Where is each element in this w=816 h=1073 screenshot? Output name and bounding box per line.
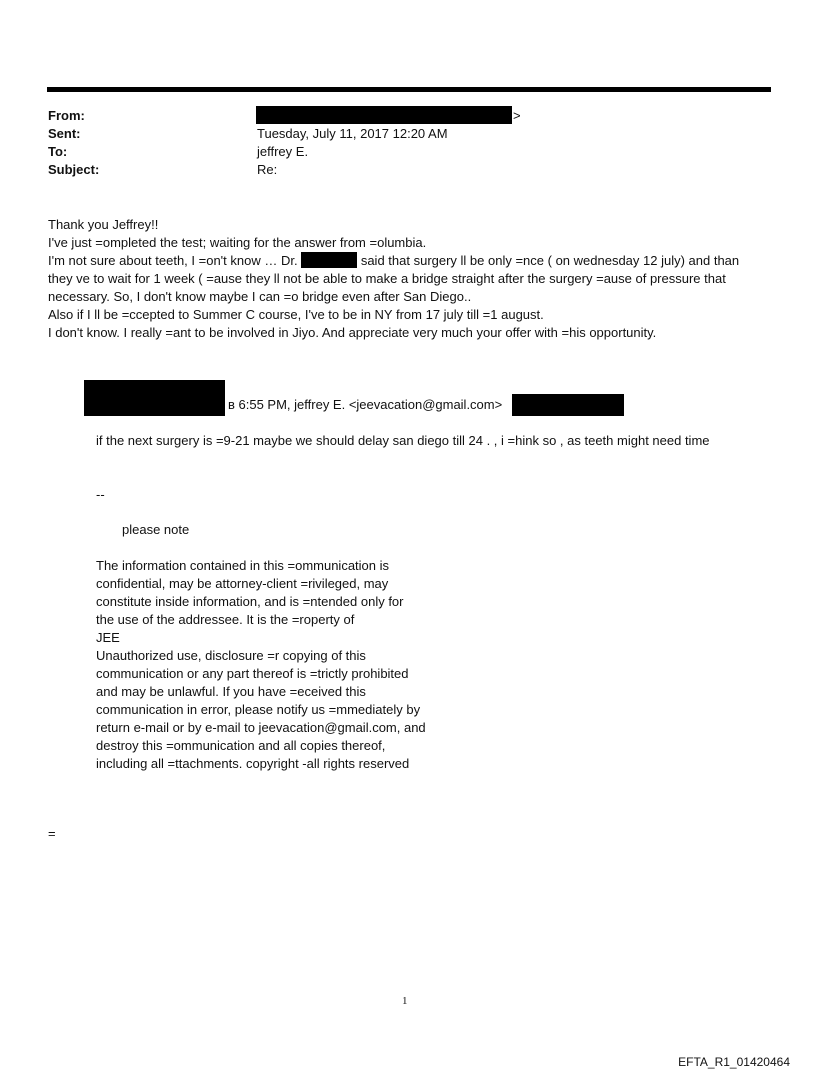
disclaimer-line: constitute inside information, and is =ntended only for bbox=[96, 594, 404, 609]
disclaimer-line: communication in error, please notify us =mmediately by bbox=[96, 702, 421, 717]
disclaimer-line: and may be unlawful. If you have =eceived this bbox=[96, 684, 366, 699]
subject-value: Re: bbox=[257, 162, 278, 177]
redaction-quote-recipient bbox=[512, 394, 624, 416]
body-line-4: they ve to wait for 1 week ( =ause they ll not be able to make a bridge straight after the surgery =ause of pressure that bbox=[48, 271, 726, 286]
to-value: jeffrey E. bbox=[257, 144, 309, 159]
please-note: please note bbox=[122, 522, 190, 537]
to-label: To: bbox=[48, 144, 68, 159]
signature-separator: -- bbox=[96, 487, 105, 502]
disclaimer-line: including all =ttachments. copyright -all rights reserved bbox=[96, 756, 410, 771]
subject-label: Subject: bbox=[48, 162, 100, 177]
sent-label: Sent: bbox=[48, 126, 81, 141]
body-line-3 bbox=[48, 252, 739, 270]
disclaimer-line: Unauthorized use, disclosure =r copying of this bbox=[96, 648, 366, 663]
quote-attribution: в 6:55 PM, jeffrey E. <jeevacation@gmail.com> bbox=[228, 397, 503, 412]
disclaimer-line: confidential, may be attorney-client =rivileged, may bbox=[96, 576, 389, 591]
from-label: From: bbox=[48, 108, 85, 123]
disclaimer-line: communication or any part thereof is =trictly prohibited bbox=[96, 666, 409, 681]
redaction-from bbox=[256, 106, 512, 124]
sent-value: Tuesday, July 11, 2017 12:20 AM bbox=[257, 126, 448, 141]
disclaimer-line: destroy this =ommunication and all copies thereof, bbox=[96, 738, 386, 753]
body-line-3-start: I'm not sure about teeth, I =on't know … Dr. bbox=[48, 253, 298, 268]
redaction-doctor-name bbox=[301, 252, 357, 268]
body-line-5: necessary. So, I don't know maybe I can =o bridge even after San Diego.. bbox=[48, 289, 472, 304]
page-number: 1 bbox=[402, 995, 408, 1007]
quoted-message: if the next surgery is =9-21 maybe we should delay san diego till 24 . , i =hink so , as teeth might need time bbox=[96, 433, 710, 448]
redaction-quote-date bbox=[84, 380, 225, 416]
disclaimer-line: JEE bbox=[96, 630, 120, 645]
body-line-3-end: said that surgery ll be only =nce ( on wednesday 12 july) and than bbox=[360, 253, 740, 268]
disclaimer-line: the use of the addressee. It is the =roperty of bbox=[96, 612, 355, 627]
body-line-1: Thank you Jeffrey!! bbox=[48, 217, 159, 232]
body-line-7: I don't know. I really =ant to be involved in Jiyo. And appreciate very much your offer with =his opportunity. bbox=[48, 325, 657, 340]
trailer-equals: = bbox=[48, 826, 56, 841]
from-value-suffix: > bbox=[513, 108, 521, 123]
disclaimer-line: return e-mail or by e-mail to jeevacation@gmail.com, and bbox=[96, 720, 426, 735]
body-line-6: Also if I ll be =ccepted to Summer C course, I've to be in NY from 17 july till =1 august. bbox=[48, 307, 544, 322]
document-id: EFTA_R1_01420464 bbox=[678, 1055, 790, 1069]
disclaimer-line: The information contained in this =ommunication is bbox=[96, 558, 390, 573]
header-rule bbox=[47, 87, 771, 92]
body-line-2: I've just =ompleted the test; waiting for the answer from =olumbia. bbox=[48, 235, 427, 250]
